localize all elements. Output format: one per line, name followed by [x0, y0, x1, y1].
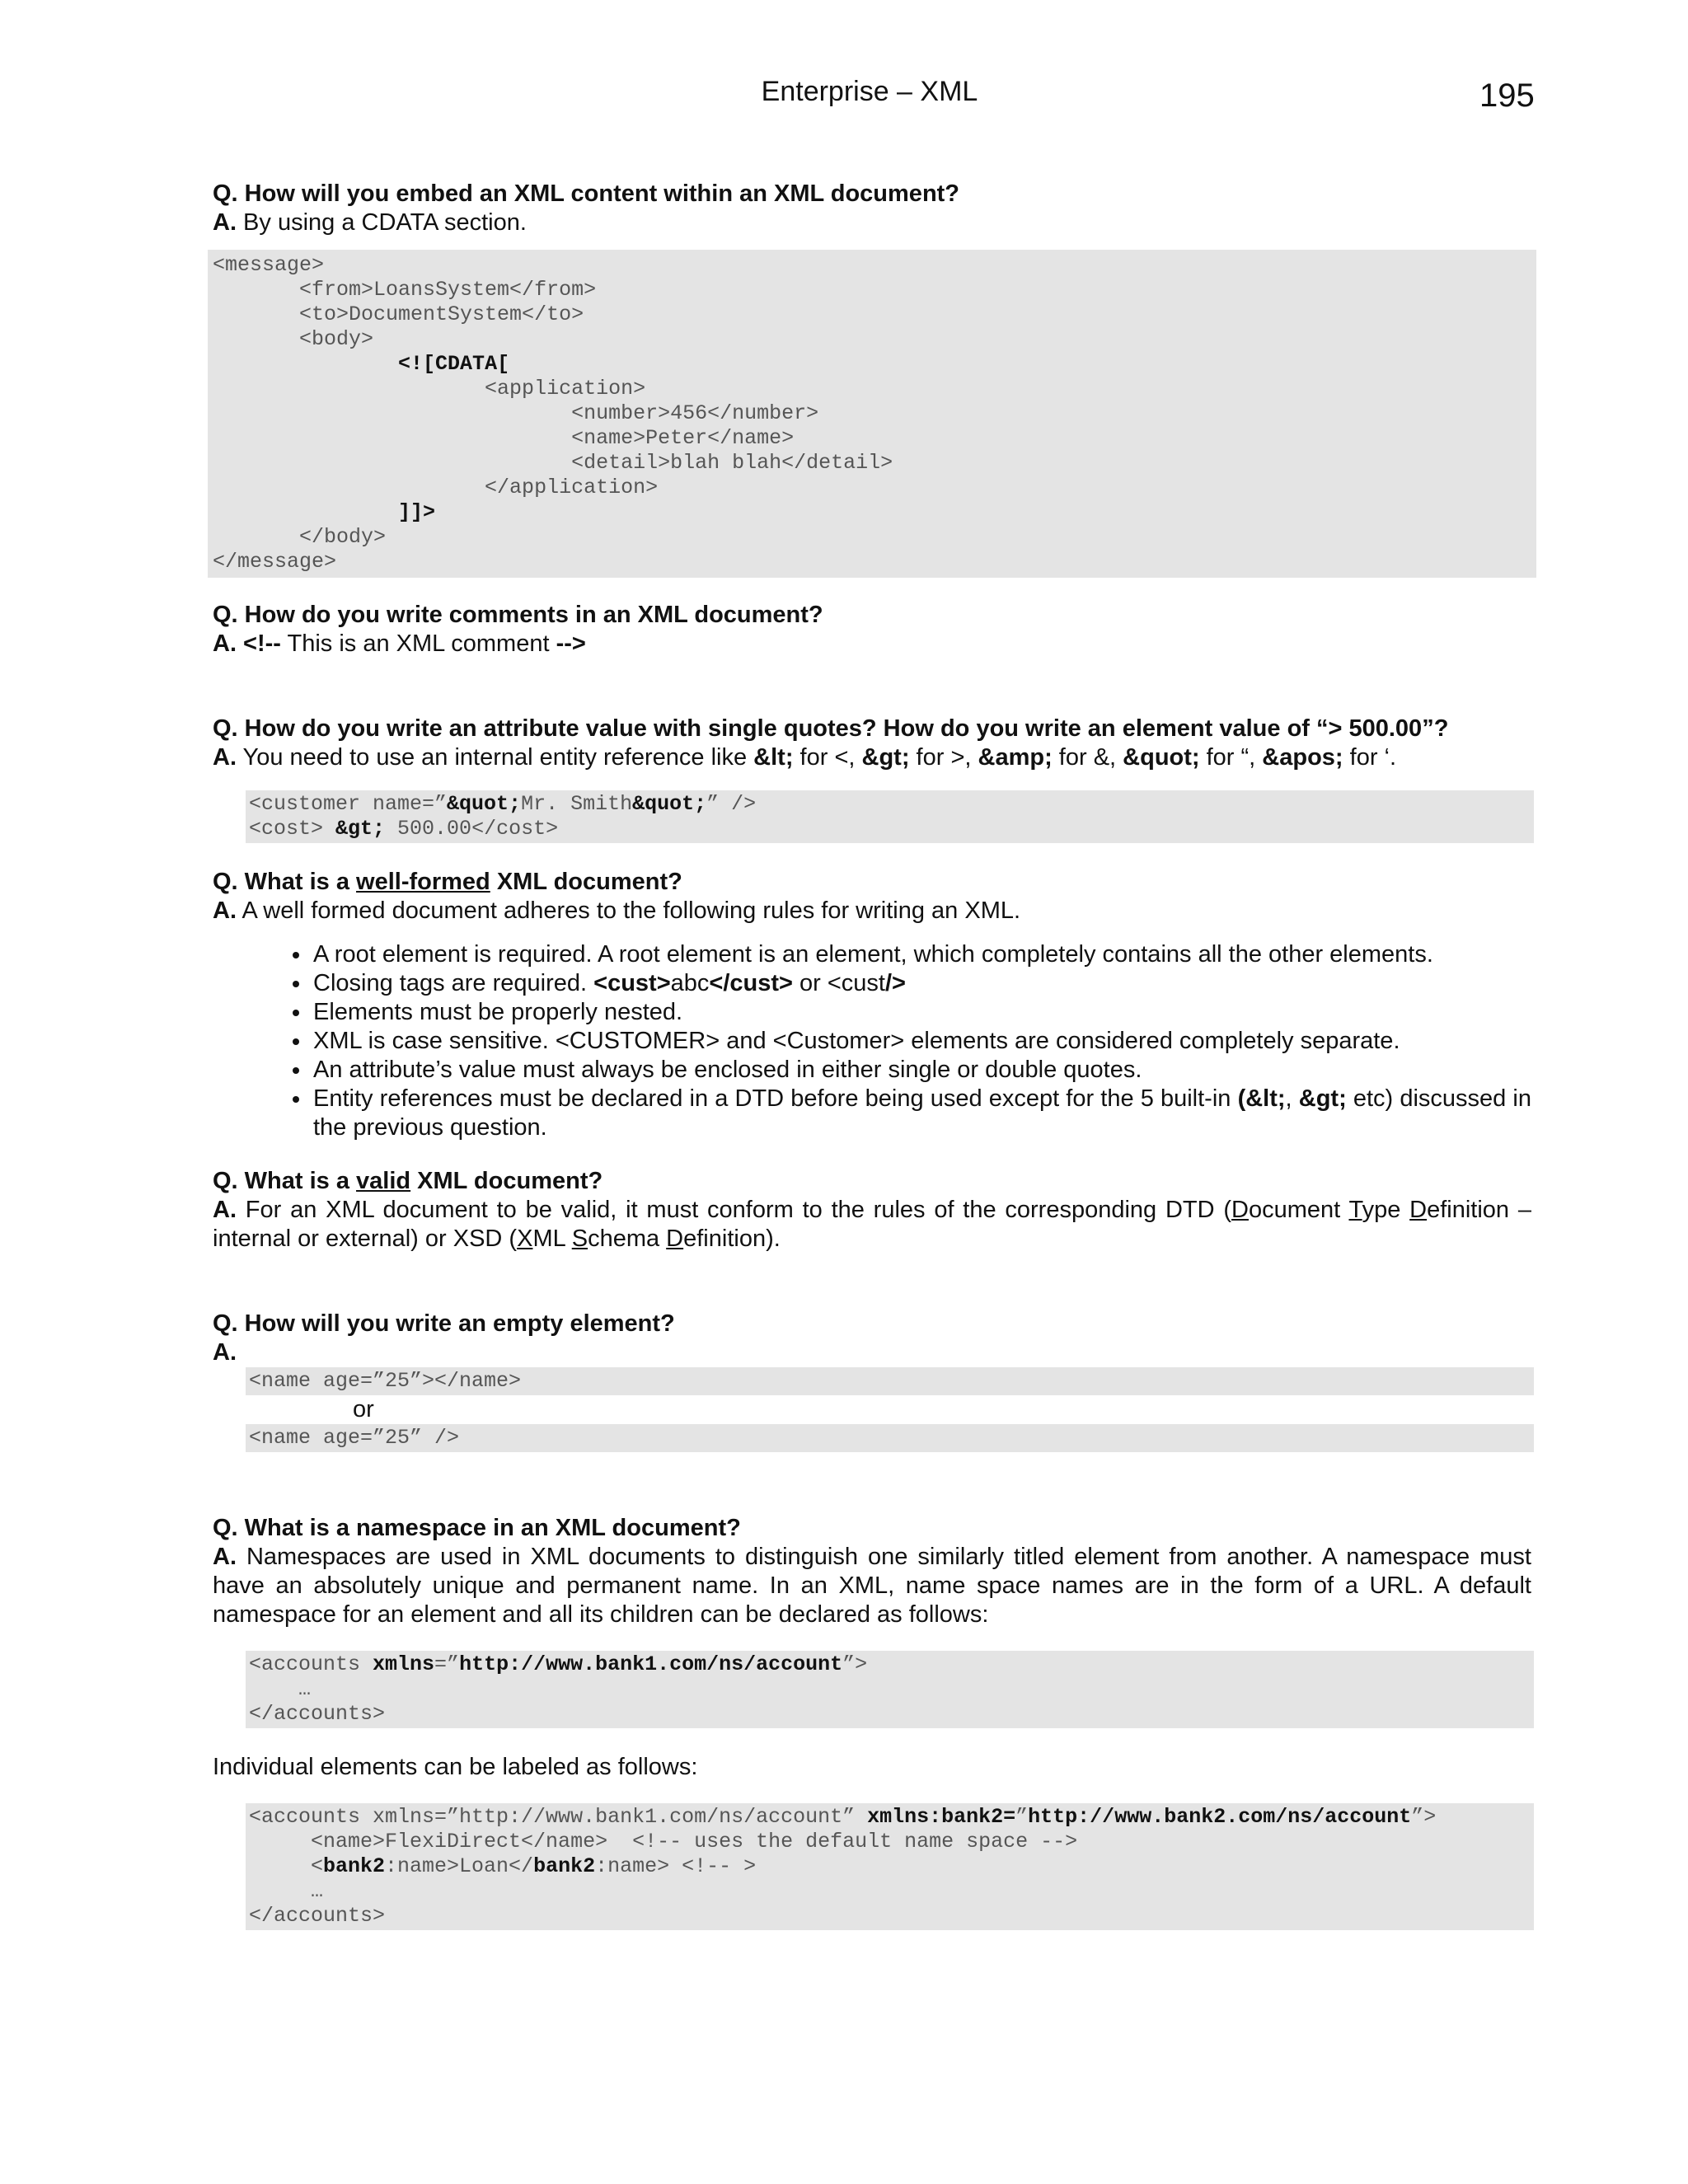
answer-5: A. For an XML document to be valid, it must conform to the rules of the corresponding DTD (Document Type Definition – internal or external) or XSD (XML Schema Definition). — [213, 1197, 1531, 1252]
answer-6: A. — [213, 1339, 237, 1366]
list-item: • A root element is required. A root element is an element, which completely contains all the other elements. — [312, 940, 1531, 969]
answer-4: A. A well formed document adheres to the following rules for writing an XML. — [213, 898, 1021, 924]
page-content — [213, 180, 1531, 1930]
question-7: Q. What is a namespace in an XML document? — [213, 1515, 741, 1541]
answer-3: A. You need to use an internal entity reference like &lt; for <, &gt; for >, &amp; for &, &quot; for “, &apos; for ‘. — [213, 744, 1397, 771]
code-empty-element-2: <name age=”25” /> — [246, 1424, 1534, 1452]
rules-list — [213, 940, 1531, 1142]
or-text: or — [353, 1396, 374, 1422]
code-block-cdata: <message> <from>LoansSystem</from> <to>DocumentSystem</to> <body> <![CDATA[ <application> <number>456</number> <name>Peter</name> <detail>blah blah</detail> </application> ]]> </body> </message> — [208, 250, 1536, 578]
code-block-entities: <customer name=”&quot;Mr. Smith&quot;” /> <cost> &gt; 500.00</cost> — [246, 790, 1534, 843]
list-item: • Entity references must be declared in a DTD before being used except for the 5 built-in (&lt;, &gt; etc) discussed in the previous question. — [312, 1085, 1531, 1142]
code-block-prefixed-namespace: <accounts xmlns=”http://www.bank1.com/ns/account” xmlns:bank2=”http://www.bank2.com/ns/account”> <name>FlexiDirect</name> <!-- uses the default name space --> <bank2:name>Loan</bank2:name> <!-- > … </accounts> — [246, 1803, 1534, 1930]
code-empty-element-1: <name age=”25”></name> — [246, 1367, 1534, 1395]
question-4: Q. What is a well-formed XML document? — [213, 869, 682, 895]
page-number: 195 — [1479, 77, 1535, 114]
question-1: Q. How will you embed an XML content within an XML document? — [213, 180, 960, 207]
question-3: Q. How do you write an attribute value with single quotes? How do you write an element value of “> 500.00”? — [213, 715, 1449, 742]
question-5: Q. What is a valid XML document? — [213, 1168, 603, 1194]
list-item: • Closing tags are required. <cust>abc</cust> or <cust/> — [312, 969, 1531, 998]
page-header-title: Enterprise – XML — [761, 76, 978, 107]
individual-elements-text: Individual elements can be labeled as follows: — [213, 1754, 698, 1780]
list-item: • An attribute’s value must always be enclosed in either single or double quotes. — [312, 1056, 1531, 1085]
answer-7: A. Namespaces are used in XML documents to distinguish one similarly titled element from another. A namespace must have an absolutely unique and permanent name. In an XML, name space names are in the form of a URL. A default namespace for an element and all its children can be declared as follows: — [213, 1544, 1531, 1628]
question-6: Q. How will you write an empty element? — [213, 1310, 675, 1337]
list-item: • XML is case sensitive. <CUSTOMER> and <Customer> elements are considered completely separate. — [312, 1027, 1531, 1056]
code-block-default-namespace: <accounts xmlns=”http://www.bank1.com/ns/account”> … </accounts> — [246, 1651, 1534, 1728]
list-item: • Elements must be properly nested. — [312, 998, 1531, 1027]
answer-2: A. <!-- This is an XML comment --> — [213, 630, 586, 657]
question-2: Q. How do you write comments in an XML document? — [213, 602, 823, 628]
answer-1: A. By using a CDATA section. — [213, 209, 527, 236]
